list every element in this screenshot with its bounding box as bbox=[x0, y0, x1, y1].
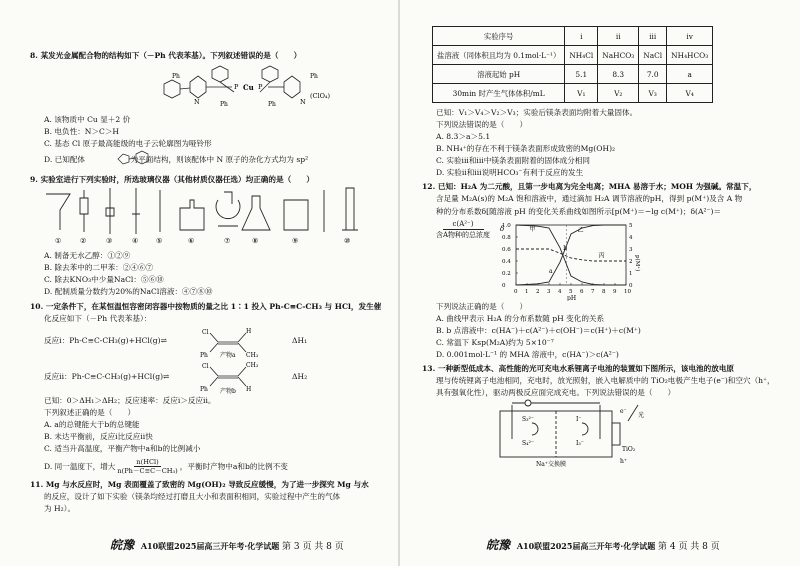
y-tick-label: 0.4 bbox=[502, 259, 511, 265]
funnel-icon bbox=[46, 194, 70, 230]
y-tick-label: 1.0 bbox=[502, 223, 511, 229]
y-tick-label: 0.2 bbox=[502, 271, 511, 277]
q10-stem: 10. 一定条件下，在某恒温恒容密闭容器中按物质的量之比 1∶1 投入 Ph-C≡C-CH₃ 与 HCl，发生催 bbox=[30, 302, 382, 311]
x-tick-label: 6 bbox=[580, 289, 584, 295]
battery-diagram bbox=[492, 399, 652, 469]
q13-line-3: 具有强氧化性），驱动两极反应面完成充电。下列说法错误的是（ ） bbox=[436, 388, 676, 397]
distribution-chart bbox=[498, 219, 648, 301]
series-label: 丙 bbox=[598, 252, 605, 260]
x-tick-label: 4 bbox=[558, 289, 562, 295]
svg-text:I⁻: I⁻ bbox=[576, 416, 582, 423]
y-tick-label: 0.6 bbox=[502, 247, 511, 253]
p-atom: P bbox=[258, 83, 263, 91]
q10-condition: 已知：0＞ΔH₁＞ΔH₂；反应速率：反应i＞反应ii。 bbox=[44, 396, 216, 405]
q11-line-2: 的反应，设计了如下实验（镁条均经过打磨且大小和表面积相同，实验过程中产生的气体 bbox=[44, 492, 341, 501]
n-atom: N bbox=[300, 98, 306, 106]
x-tick-label: 3 bbox=[547, 289, 551, 295]
q8-stem: 8. 某发光金属配合物的结构如下（－Ph 代表苯基）。下列叙述错误的是（ ） bbox=[30, 51, 302, 60]
round-flask-icon bbox=[216, 192, 240, 226]
svg-text:CH₃: CH₃ bbox=[246, 362, 259, 369]
svg-text:Ph: Ph bbox=[200, 386, 208, 393]
table-row: 盐溶液（同体积且均为 0.1mol·L⁻¹） NH₄Cl NaHCO₃ NaCl NH₄HCO₃ bbox=[433, 46, 713, 65]
conical-flask-icon bbox=[242, 196, 270, 230]
svg-text:产物b: 产物b bbox=[220, 388, 236, 395]
delta-h1: ΔH₁ bbox=[292, 336, 308, 345]
q12-option-d: D. 0.001mol·L⁻¹ 的 MHA 溶液中，c(HA⁻)＞c(A²⁻) bbox=[436, 350, 619, 359]
point-label: b bbox=[563, 245, 568, 253]
glass-label: ⑩ bbox=[344, 237, 351, 245]
separatory-funnel-icon bbox=[80, 190, 88, 232]
glass-label: ⑧ bbox=[252, 237, 259, 245]
y2-tick-label: 5 bbox=[629, 223, 633, 229]
reaction-1-text: 反应i：Ph-C≡C-CH₃(g)+HCl(g)⇌ bbox=[44, 336, 167, 345]
reaction-2 bbox=[30, 359, 378, 395]
q12-ask: 下列说法正确的是（ ） bbox=[436, 302, 528, 311]
q9-option-c: C. 除去KNO₃中少量NaCl：⑤⑥⑩ bbox=[44, 275, 164, 284]
svg-text:S₃²⁻: S₃²⁻ bbox=[522, 416, 535, 423]
svg-text:Cl: Cl bbox=[202, 329, 209, 336]
x-tick-label: 7 bbox=[591, 289, 595, 295]
q10-option-d: D. 同一温度下，增大 n(HCl) n(Ph－C≡C－CH₃) ，平衡时产物中a和b的比例不变 bbox=[44, 457, 288, 475]
p-atom: P bbox=[234, 83, 239, 91]
ph-label: Ph bbox=[220, 101, 228, 108]
q12-line-3: 种的分布系数δ[随溶液 pH 的变化关系曲线如图所示[p(M⁺)＝−lg c(M⁺)；δ(A²⁻)＝ bbox=[436, 207, 722, 216]
series-label: 乙 bbox=[577, 227, 584, 235]
svg-text:h⁺: h⁺ bbox=[620, 458, 628, 465]
beaker-icon bbox=[284, 200, 308, 230]
brand-logo: 皖豫 bbox=[486, 538, 511, 552]
pipette-icon bbox=[132, 188, 140, 234]
table-header-row: 实验序号 i ii iii iv bbox=[433, 27, 713, 46]
glass-label: ⑨ bbox=[292, 237, 299, 245]
q13-line-2: 理与传统锂离子电池相同，充电时，放光照射，嵌入电解质中的 TiO₂电极产生电子(e⁻)和空穴（h⁺， bbox=[436, 376, 775, 385]
x-tick-label: 2 bbox=[536, 289, 540, 295]
svg-text:H: H bbox=[246, 328, 252, 335]
y2-axis-label: p(M⁺) bbox=[634, 255, 641, 272]
y-tick-label: 0.8 bbox=[502, 235, 511, 241]
x-tick-label: 10 bbox=[624, 289, 632, 295]
q8-option-d: D. 已知配体 为平面结构，则该配体中 N 原子的杂化方式均为 sp² bbox=[44, 155, 309, 164]
q11-option-c: C. 实验iii和iii中镁条表面附着的固体成分相同 bbox=[436, 156, 591, 165]
q9-glassware bbox=[40, 186, 370, 246]
svg-text:Ph: Ph bbox=[200, 352, 208, 359]
x-tick-label: 0 bbox=[514, 289, 518, 295]
y2-tick-label: 1 bbox=[629, 271, 633, 277]
glass-label: ⑤ bbox=[156, 237, 163, 245]
ratio-fraction: n(HCl) n(Ph－C≡C－CH₃) bbox=[117, 457, 178, 475]
q12-line-2: 含足量 M₂A(s)的 M₂A 饱和溶液中，通过滴加 H₂A 调节溶液的pH，得到 p(M⁺)及含 A 物 bbox=[436, 194, 743, 203]
graduated-cylinder-icon bbox=[342, 188, 358, 230]
table-row: 30min 时产生气体体积/mL V₁ V₂ V₃ V₄ bbox=[433, 84, 713, 103]
x-tick-label: 8 bbox=[602, 289, 606, 295]
glass-label: ③ bbox=[106, 237, 113, 245]
q10-option-c: C. 适当升高温度，平衡产物中a和b的比例减小 bbox=[44, 444, 201, 453]
glass-label: ⑦ bbox=[224, 237, 231, 245]
svg-text:H: H bbox=[246, 386, 252, 393]
x-tick-label: 1 bbox=[525, 289, 529, 295]
product-b-structure bbox=[198, 359, 268, 395]
page-number: 第 4 页 共 8 页 bbox=[658, 542, 720, 552]
glass-label: ② bbox=[80, 237, 87, 245]
series-line-3 bbox=[516, 249, 626, 261]
svg-text:Cl: Cl bbox=[202, 363, 209, 370]
q8-option-a: A. 该物质中 Cu 显＋2 价 bbox=[44, 115, 131, 124]
svg-text:S₄²⁻: S₄²⁻ bbox=[522, 440, 535, 447]
q8-option-c: C. 基态 Cl 原子最高能级的电子云轮廓图为哑铃形 bbox=[44, 139, 212, 148]
page-number: 第 3 页 共 8 页 bbox=[282, 542, 344, 552]
glass-label: ① bbox=[55, 237, 62, 245]
svg-text:I₃⁻: I₃⁻ bbox=[576, 440, 584, 447]
footer-left: 皖豫 A10联盟2025届高三开年考·化学试题 第 3 页 共 8 页 bbox=[110, 538, 344, 552]
q12-option-c: C. 常温下 Ksp(M₂A)约为 5×10⁻⁷ bbox=[436, 338, 554, 347]
anion-label: (ClO₄) bbox=[310, 92, 331, 100]
q9-stem: 9. 实验室进行下列实验时，所选玻璃仪器（其他材质仪器任选）均正确的是（ ） bbox=[30, 175, 314, 184]
q11-ask: 下列说法错误的是（ ） bbox=[436, 120, 528, 129]
n-atom: N bbox=[194, 98, 200, 106]
q11-option-b: B. NH₄⁺的存在不利于镁条表面形成致密的Mg(OH)₂ bbox=[436, 144, 616, 153]
x-tick-label: 9 bbox=[613, 289, 617, 295]
footer-right: 皖豫 A10联盟2025届高三开年考·化学试题 第 4 页 共 8 页 bbox=[486, 538, 720, 552]
svg-text:CH₃: CH₃ bbox=[246, 352, 259, 359]
volumetric-flask-icon bbox=[180, 200, 204, 230]
q11-line-3: 为 H₂）。 bbox=[44, 504, 76, 513]
glass-label: ⑥ bbox=[188, 237, 195, 245]
q8-option-b: B. 电负性：N＞C＞H bbox=[44, 127, 120, 136]
q10-option-b: B. 未达平衡前，反应i比反应ii快 bbox=[44, 432, 153, 441]
q12-option-b: B. b 点溶液中：c(HA⁻)＋c(A²⁻)＋c(OH⁻)＝c(H⁺)＋c(M⁺) bbox=[436, 326, 641, 335]
cu-atom: Cu bbox=[243, 83, 254, 92]
ph-label: Ph bbox=[268, 101, 276, 108]
y-axis-label: δ bbox=[500, 225, 505, 233]
delta-h2: ΔH₂ bbox=[292, 372, 308, 381]
q12-line-1: 12. 已知：H₂A 为二元酸，且第一步电离为完全电离；MHA 易溶于水；MOH 为强碱。常温下， bbox=[422, 182, 757, 191]
delta-fraction: c(A²⁻) 含A物种的总浓度 bbox=[436, 220, 491, 239]
q10-ask: 下列叙述正确的是（ ） bbox=[44, 408, 136, 417]
q9-option-a: A. 制备无水乙醇：①②⑨ bbox=[44, 251, 131, 260]
x-tick-label: 5 bbox=[569, 289, 573, 295]
reaction-2-text: 反应ii：Ph-C≡C-CH₃(g)+HCl(g)⇌ bbox=[44, 372, 170, 381]
ligand-structure bbox=[114, 150, 160, 168]
y2-tick-label: 4 bbox=[629, 235, 633, 241]
q9-option-d: D. 配制质量分数约为20%的NaCl溶液：④⑦⑧⑩ bbox=[44, 287, 213, 296]
page-4 bbox=[400, 0, 800, 566]
svg-text:产物a: 产物a bbox=[220, 352, 236, 359]
svg-text:光: 光 bbox=[638, 412, 645, 419]
q11-condition: 已知：V₁＞V₄＞V₂＞V₃；实验后镁条表面均附着大量固体。 bbox=[436, 108, 638, 117]
q13-line-1: 13. 一种新型低成本、高性能的光可充电水系锂离子电池的装置如下图所示，该电池的放电原 bbox=[422, 364, 735, 373]
table-row: 溶液起始 pH 5.1 8.3 7.0 a bbox=[433, 65, 713, 84]
burette-icon bbox=[106, 188, 114, 234]
q8-structure bbox=[150, 62, 350, 110]
brand-logo: 皖豫 bbox=[110, 538, 135, 552]
svg-text:Na⁺交换膜: Na⁺交换膜 bbox=[536, 461, 566, 468]
q11-option-a: A. 8.3＞a＞5.1 bbox=[436, 132, 491, 141]
y2-tick-label: 2 bbox=[629, 259, 633, 265]
reaction-1 bbox=[30, 325, 378, 359]
product-a-structure bbox=[198, 325, 268, 359]
x-axis-label: pH bbox=[567, 295, 577, 301]
series-label: 甲 bbox=[529, 226, 536, 233]
glass-label: ④ bbox=[132, 237, 139, 245]
ph-label: Ph bbox=[310, 73, 318, 80]
q10-option-a: A. a的总键能大于b的总键能 bbox=[44, 420, 140, 429]
y-tick-label: 0 bbox=[502, 283, 506, 289]
svg-text:TiO₂: TiO₂ bbox=[622, 446, 636, 453]
q10-stem-cont: 化反应如下（－Ph 代表苯基）： bbox=[44, 314, 152, 323]
point-label: a bbox=[549, 268, 553, 275]
y2-tick-label: 3 bbox=[629, 247, 633, 253]
experiment-table bbox=[432, 26, 713, 103]
svg-text:e⁻: e⁻ bbox=[620, 408, 627, 415]
y2-tick-label: 0 bbox=[629, 283, 633, 289]
q11-option-d: D. 实验ii和iii说明HCO₃⁻有利于反应的发生 bbox=[436, 168, 584, 177]
q11-line-1: 11. Mg 与水反应时，Mg 表面覆盖了致密的 Mg(OH)₂ 导致反应缓慢，为了进一步探究 Mg 与水 bbox=[30, 480, 369, 489]
q12-option-a: A. 曲线甲表示 H₂A 的分布系数随 pH 变化的关系 bbox=[436, 314, 605, 323]
ph-label: Ph bbox=[172, 73, 180, 80]
q9-option-b: B. 除去苯中的二甲苯：②④⑥⑦ bbox=[44, 263, 154, 272]
